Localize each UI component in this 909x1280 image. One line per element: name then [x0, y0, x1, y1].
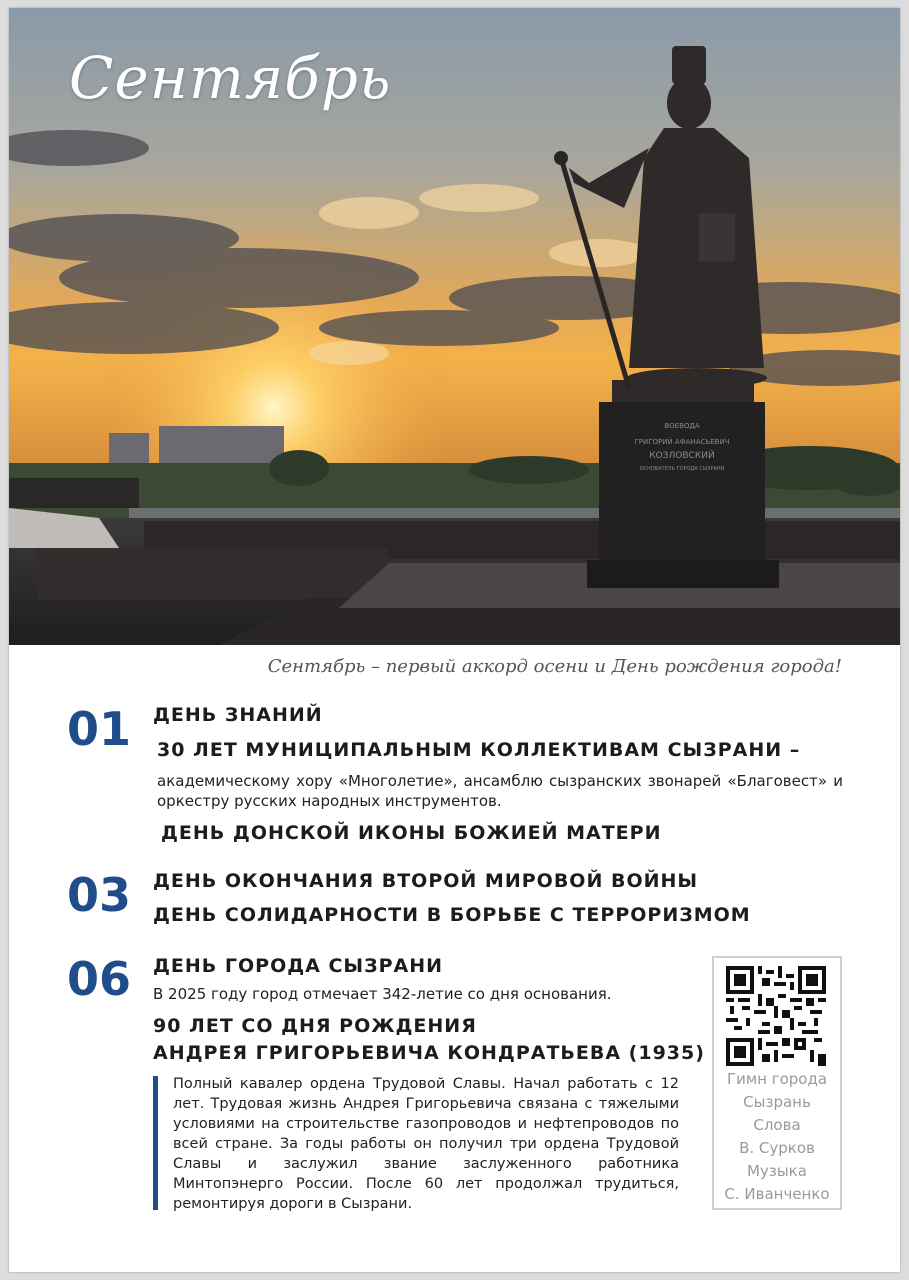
- anthem-qr-card[interactable]: [712, 956, 842, 1210]
- event-heading: АНДРЕЯ ГРИГОРЬЕВИЧА КОНДРАТЬЕВА (1935): [153, 1042, 705, 1064]
- event-heading: 90 ЛЕТ СО ДНЯ РОЖДЕНИЯ: [153, 1015, 477, 1037]
- biography-text: Полный кавалер ордена Трудовой Славы. Начал работать с 12 лет. Трудовая жизнь Андрея Григорьевича связана с тяжелыми условиями на строительстве газопроводов и нефтепроводов по всей стране. За годы работы он получил три ордена Трудовой Славы и заслужил звание заслуженного работника Минтопэнерго России. После 60 лет продолжал трудиться, ремонтируя дороги в Сызрани.: [173, 1076, 679, 1212]
- event-heading: ДЕНЬ ГОРОДА СЫЗРАНИ: [153, 955, 444, 977]
- date-number-01: 01: [67, 702, 132, 756]
- pedestal-line2: ГРИГОРИЙ АФАНАСЬЕВИЧ: [634, 438, 730, 446]
- pedestal-line3: КОЗЛОВСКИЙ: [649, 451, 715, 461]
- calendar-page: [9, 8, 900, 1272]
- qr-caption: [714, 1068, 840, 1206]
- qr-caption-line: Гимн города: [726, 1070, 828, 1088]
- month-title: Сентябрь: [69, 44, 392, 112]
- qr-code-icon[interactable]: [726, 966, 826, 1066]
- qr-caption-line: В. Сурков: [739, 1139, 815, 1157]
- event-heading: ДЕНЬ ДОНСКОЙ ИКОНЫ БОЖИЕЙ МАТЕРИ: [161, 822, 662, 844]
- event-heading: ДЕНЬ ЗНАНИЙ: [153, 704, 323, 726]
- pedestal-line1: ВОЕВОДА: [664, 422, 700, 430]
- qr-caption-line: С. Иванченко: [724, 1185, 830, 1203]
- tagline: Сентябрь – первый аккорд осени и День рождения города!: [267, 656, 842, 677]
- event-heading: 30 ЛЕТ МУНИЦИПАЛЬНЫМ КОЛЛЕКТИВАМ СЫЗРАНИ –: [157, 739, 801, 761]
- quote-accent-bar: [153, 1076, 158, 1210]
- event-heading: ДЕНЬ СОЛИДАРНОСТИ В БОРЬБЕ С ТЕРРОРИЗМОМ: [153, 904, 751, 926]
- event-description: В 2025 году город отмечает 342-летие со дня основания.: [153, 985, 612, 1003]
- date-number-06: 06: [67, 952, 132, 1006]
- qr-caption-line: Слова: [753, 1116, 801, 1134]
- event-description: академическому хору «Многолетие», ансамблю сызранских звонарей «Благовест» и оркестру русских народных инструментов.: [157, 772, 843, 810]
- qr-caption-line: Музыка: [747, 1162, 807, 1180]
- qr-caption-line: Сызрань: [743, 1093, 811, 1111]
- pedestal-line4: ОСНОВАТЕЛЬ ГОРОДА СЫЗРАНИ: [639, 466, 725, 472]
- event-heading: ДЕНЬ ОКОНЧАНИЯ ВТОРОЙ МИРОВОЙ ВОЙНЫ: [153, 870, 699, 892]
- date-number-03: 03: [67, 868, 132, 922]
- monument-photo: [9, 8, 900, 645]
